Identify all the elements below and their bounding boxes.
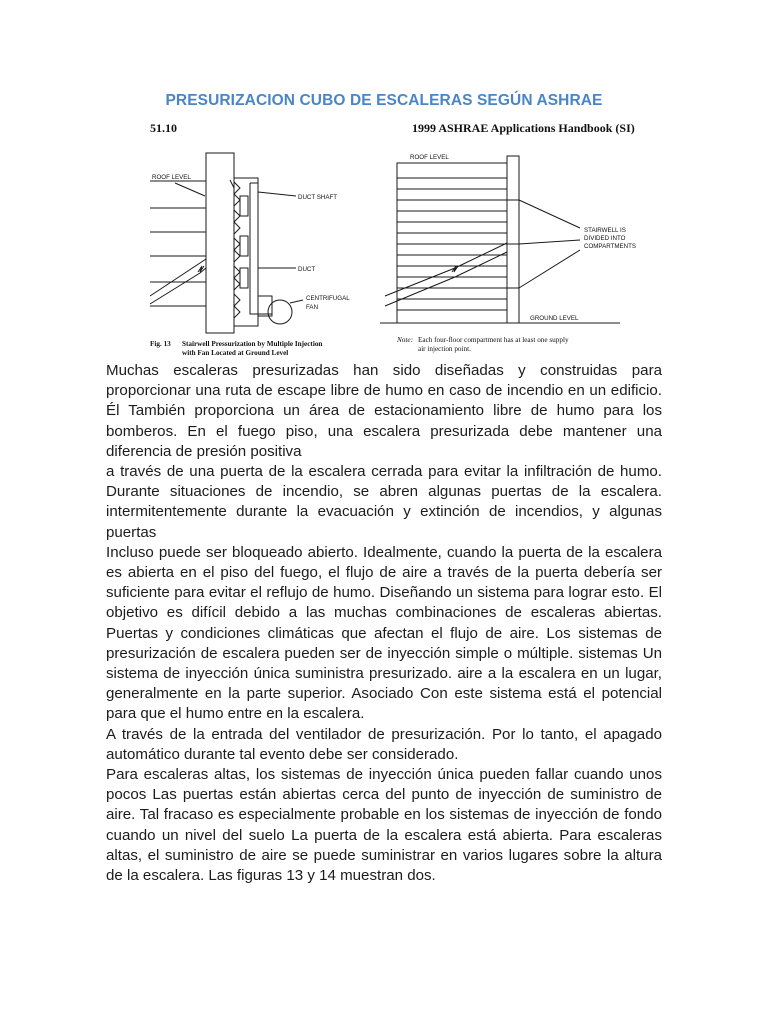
document-title: PRESURIZACION CUBO DE ESCALERAS SEGÚN ASHRAE bbox=[165, 92, 603, 109]
right-roof-label: ROOF LEVEL bbox=[410, 154, 449, 161]
paragraph-5: Para escaleras altas, los sistemas de inyección única pueden fallar cuando unos pocos Las puertas están abiertas cerca del punto de inyección de suministro de aire. Tal fracaso es especialmente probable en los sistemas de inyección de fondo cuando un nivel del suelo La puerta de la escalera está abierta. Para escaleras altas, el suministro de aire se puede suministrar en varios lugares sobre la altura de la escalera. Las figuras 13 y 14 muestran dos. bbox=[106, 766, 662, 885]
document-body bbox=[106, 361, 662, 886]
paragraph-4: A través de la entrada del ventilador de presurización. Por lo tanto, el apagado automático durante tal evento debe ser considerado. bbox=[106, 725, 662, 763]
ground-level-label: GROUND LEVEL bbox=[530, 315, 579, 322]
paragraph-3: Incluso puede ser bloqueado abierto. Idealmente, cuando la puerta de la escalera es abierta en el piso del fuego, el flujo de aire a través de la puerta debería ser suficiente para evitar el reflujo de humo. Diseñando un sistema para lograr esto. El objetivo es difícil debido a las muchas combinaciones de escaleras abiertas. Puertas y condiciones climáticas que afectan el flujo de aire. Los sistemas de presurización de escalera pueden ser de inyección simple o múltiple. sistemas Un sistema de inyección única suministra presurizado. aire a la escalera en un lugar, generalmente en la parte superior. Asociado Con este sistema está el potencial para que el humo entre en la escalera. bbox=[106, 543, 662, 723]
paragraph-1: Muchas escaleras presurizadas han sido diseñadas y construidas para proporcionar una ruta de escape libre de humo en caso de incendio en un edificio. Él También proporciona un área de estacionamiento libre de humo para los bomberos. En el fuego piso, una escalera presurizada debe mantener una diferencia de presión positiva bbox=[106, 362, 662, 460]
fig13-number: Fig. 13 bbox=[150, 340, 171, 348]
stairwell-label-2: DIVIDED INTO bbox=[584, 235, 626, 242]
left-break-mark bbox=[198, 266, 204, 272]
paragraph-2: a través de una puerta de la escalera cerrada para evitar la infiltración de humo. Durante situaciones de incendio, se abren algunas puertas de la escalera. intermitentemente durante la evacuación y extinción de incendios, y algunas puertas bbox=[106, 463, 662, 541]
fan-label-2: FAN bbox=[306, 304, 319, 311]
left-vent-1 bbox=[234, 182, 240, 206]
stairwell-label-1: STAIRWELL IS bbox=[584, 227, 626, 234]
left-building-wall bbox=[206, 153, 234, 333]
note-label: Note: bbox=[397, 336, 413, 344]
note-line-1: Each four-floor compartment has at least one supply bbox=[418, 336, 569, 344]
fan-label-1: CENTRIFUGAL bbox=[306, 295, 350, 302]
figure-page-number: 51.10 bbox=[150, 121, 177, 135]
stairwell-label-3: COMPARTMENTS bbox=[584, 243, 637, 250]
fig13-caption-2: with Fan Located at Ground Level bbox=[182, 349, 289, 357]
left-damper-1 bbox=[240, 196, 248, 216]
stairwell-figure bbox=[0, 0, 768, 360]
duct-shaft-label: DUCT SHAFT bbox=[298, 194, 338, 201]
figure-handbook-title: 1999 ASHRAE Applications Handbook (SI) bbox=[412, 121, 635, 135]
stairwell-leader-1 bbox=[519, 200, 580, 228]
fig13-caption-1: Stairwell Pressurization by Multiple Injection bbox=[182, 340, 323, 348]
left-stair-flight bbox=[150, 268, 206, 304]
left-stairwell bbox=[234, 178, 258, 326]
duct-label: DUCT bbox=[298, 266, 316, 273]
right-stairwell bbox=[507, 156, 519, 323]
note-line-2: air injection point. bbox=[418, 345, 471, 353]
left-roof-label: ROOF LEVEL bbox=[152, 174, 191, 181]
